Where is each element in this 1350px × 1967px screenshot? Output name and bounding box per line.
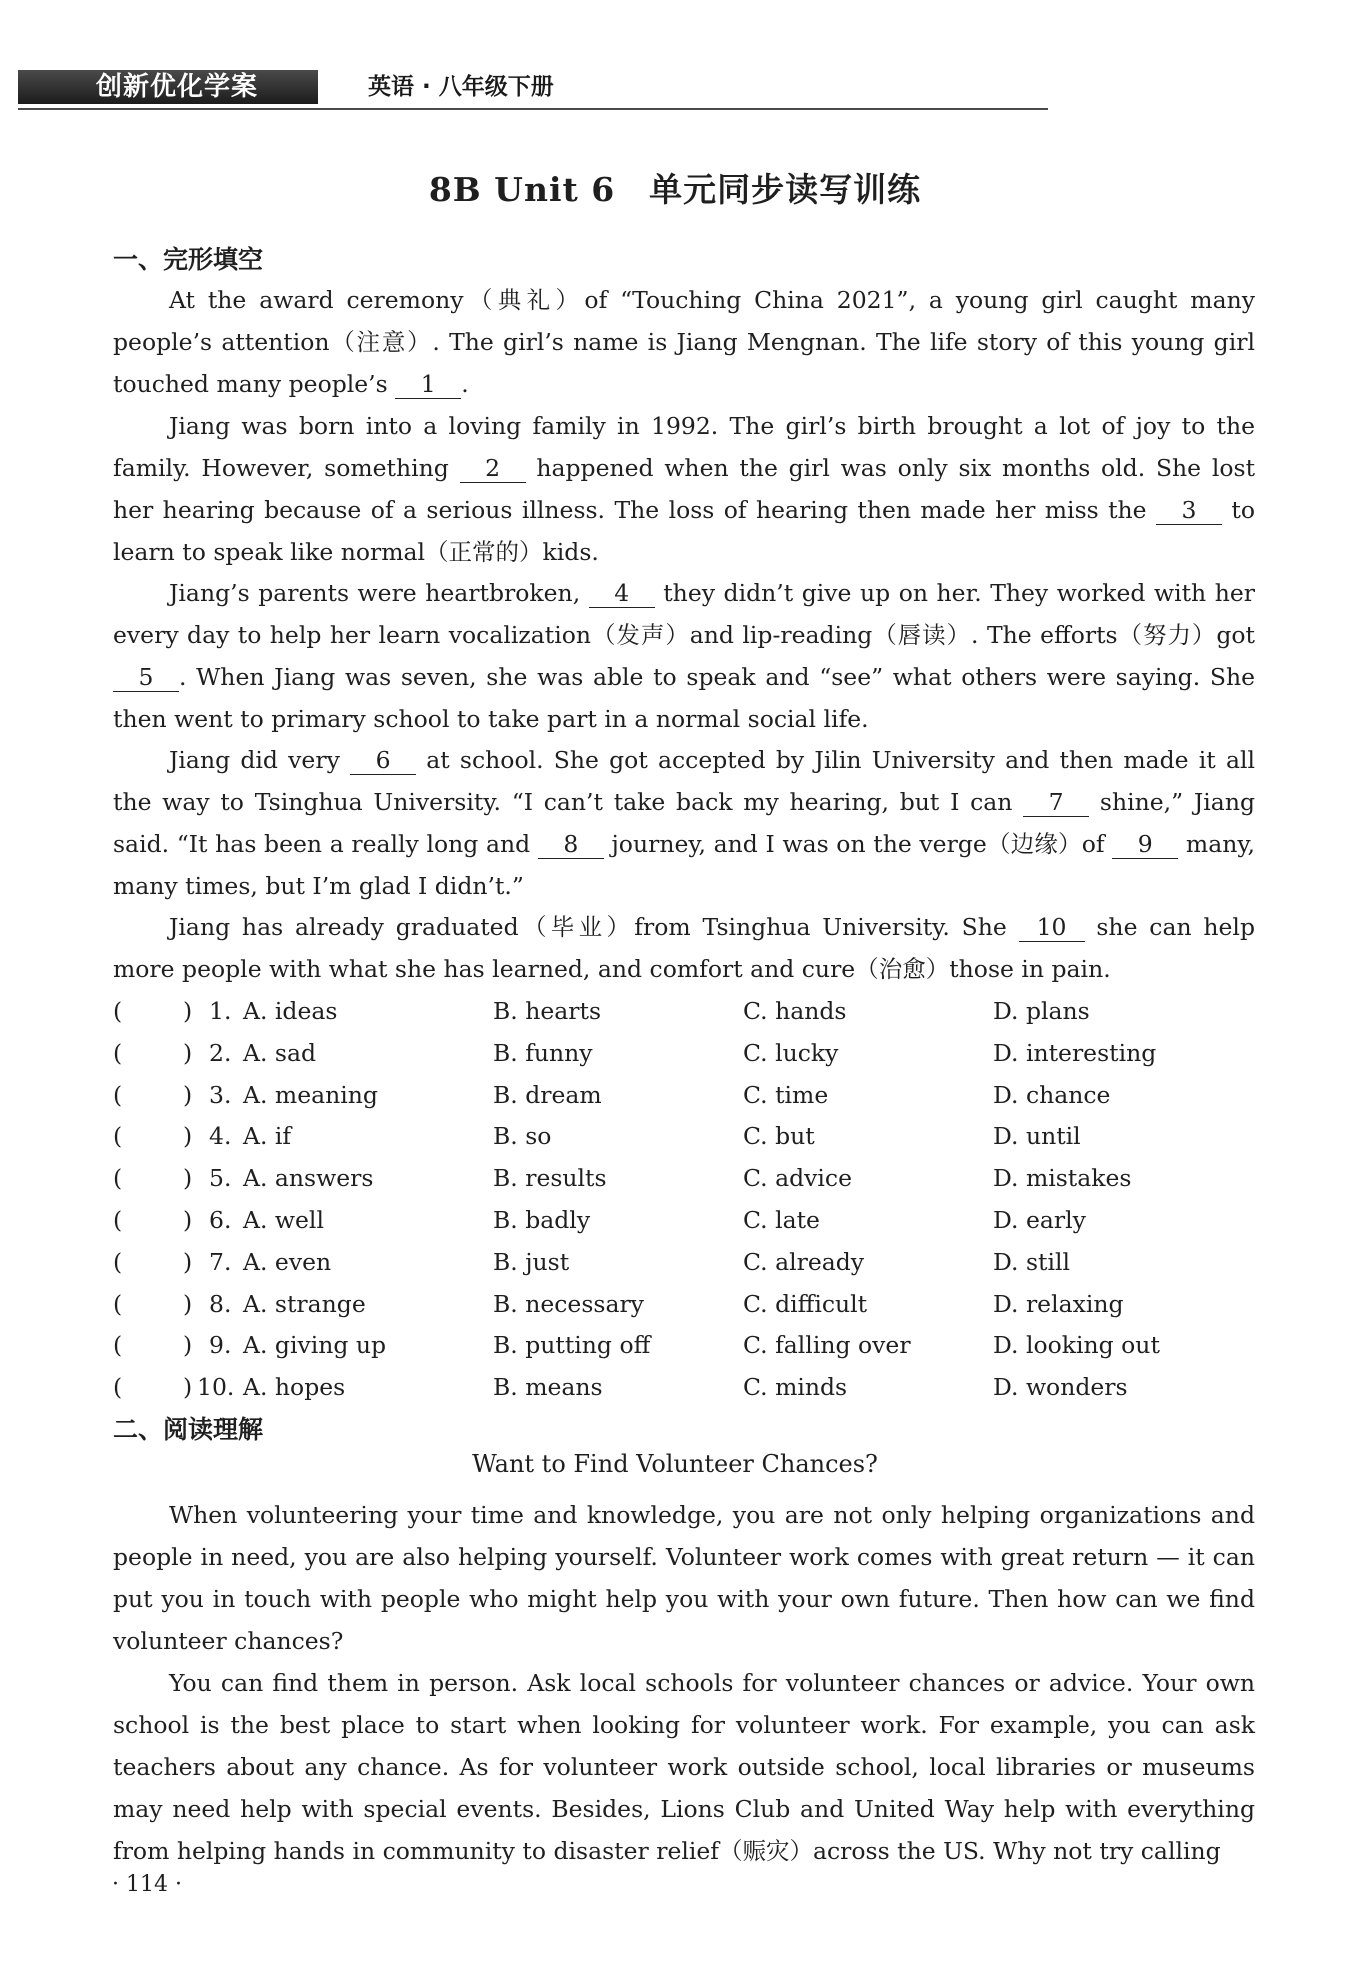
answer-paren-open[interactable]: (	[113, 997, 123, 1025]
subject-label: 英语 · 八年级下册	[368, 74, 554, 100]
option-row	[113, 1157, 1255, 1199]
cloze-options	[113, 990, 1255, 1408]
option-d[interactable]: D. mistakes	[993, 1164, 1132, 1193]
option-a[interactable]: A. well	[243, 1205, 324, 1234]
answer-paren-open[interactable]: (	[113, 1080, 123, 1109]
answer-paren-open[interactable]: (	[113, 1331, 123, 1360]
reading-paragraph-1: When volunteering your time and knowledge, you are not only helping organizations and people in need, you are also helping yourself. Volunteer work comes with great return — it can put you in touch with people who might help you with your own future. Then how can we find volunteer chances?	[113, 1501, 1255, 1655]
option-a[interactable]: A. if	[243, 1122, 292, 1151]
option-b[interactable]: B. dream	[493, 1080, 602, 1109]
answer-paren-open[interactable]: (	[113, 1122, 123, 1151]
blank-4[interactable]: 4	[589, 579, 655, 608]
option-b[interactable]: B. putting off	[493, 1331, 651, 1360]
answer-paren-close: )	[183, 1164, 193, 1193]
cloze-paragraph-2: Jiang was born into a loving family in 1992. The girl’s birth brought a lot of joy to the family. However, something 2 happened when the girl was only six months old. She lost her hearing because of a serious illness. The loss of hearing then made her miss the 3 to learn to speak like normal（正常的）kids.	[113, 412, 1256, 566]
answer-paren-close: )	[183, 997, 193, 1025]
passage-title: Want to Find Volunteer Chances?	[472, 1450, 878, 1478]
option-d[interactable]: D. relaxing	[993, 1289, 1124, 1318]
brand-logo: 创新优化学案	[18, 70, 318, 104]
option-b[interactable]: B. hearts	[493, 997, 601, 1025]
option-d[interactable]: D. wonders	[993, 1373, 1128, 1402]
question-number: 2.	[209, 1038, 232, 1067]
cloze-paragraph-5: Jiang has already graduated（毕业）from Tsinghua University. She 10 she can help more people with what she has learned, and comfort and cure（治愈）those in pain.	[113, 913, 1255, 983]
option-c[interactable]: C. but	[743, 1122, 815, 1151]
option-b[interactable]: B. so	[493, 1122, 552, 1151]
option-b[interactable]: B. necessary	[493, 1289, 644, 1318]
option-a[interactable]: A. answers	[243, 1164, 374, 1193]
option-b[interactable]: B. badly	[493, 1205, 591, 1234]
option-b[interactable]: B. results	[493, 1164, 607, 1193]
blank-9[interactable]: 9	[1112, 830, 1178, 859]
option-row	[113, 1074, 1255, 1116]
section-heading-reading: 二、阅读理解	[113, 1415, 264, 1444]
answer-paren-close: )	[183, 1373, 193, 1402]
answer-paren-open[interactable]: (	[113, 1038, 123, 1067]
answer-paren-open[interactable]: (	[113, 1289, 123, 1318]
option-d[interactable]: D. early	[993, 1205, 1086, 1234]
option-b[interactable]: B. funny	[493, 1038, 593, 1067]
option-a[interactable]: A. sad	[243, 1038, 317, 1067]
option-c[interactable]: C. difficult	[743, 1289, 868, 1318]
cloze-paragraph-3: Jiang’s parents were heartbroken, 4 they didn’t give up on her. They worked with her every day to help her learn vocalization（发声）and lip-reading（唇读）. The efforts（努力）got 5 . When Jiang was seven, she was able to speak and “see” what others were saying. She then went to primary school to take part in a normal social life.	[113, 579, 1255, 733]
blank-3[interactable]: 3	[1156, 496, 1222, 525]
question-number: 3.	[209, 1080, 232, 1109]
blank-7[interactable]: 7	[1023, 788, 1089, 817]
option-d[interactable]: D. plans	[993, 997, 1090, 1025]
option-row	[113, 1032, 1255, 1074]
answer-paren-close: )	[183, 1080, 193, 1109]
answer-paren-close: )	[183, 1289, 193, 1318]
blank-1[interactable]: 1	[395, 370, 461, 399]
option-c[interactable]: C. already	[743, 1247, 865, 1276]
question-number: 5.	[209, 1164, 232, 1193]
answer-paren-close: )	[183, 1205, 193, 1234]
option-a[interactable]: A. hopes	[243, 1373, 346, 1402]
option-d[interactable]: D. until	[993, 1122, 1081, 1151]
option-row	[113, 990, 1255, 1032]
page-number: · 114 ·	[112, 1872, 182, 1897]
answer-paren-close: )	[183, 1038, 193, 1067]
option-c[interactable]: C. time	[743, 1080, 829, 1109]
option-row	[113, 1366, 1255, 1408]
option-row	[113, 1115, 1255, 1157]
option-b[interactable]: B. just	[493, 1247, 570, 1276]
answer-paren-open[interactable]: (	[113, 1205, 123, 1234]
option-row	[113, 1241, 1255, 1283]
blank-2[interactable]: 2	[460, 454, 526, 483]
cloze-paragraph-4: Jiang did very 6 at school. She got accepted by Jilin University and then made it all the way to Tsinghua University. “I can’t take back my hearing, but I can 7 shine,” Jiang said. “It has been a really long and 8 journey, and I was on the verge（边缘）of 9 many, many times, but I’m glad I didn’t.”	[113, 746, 1255, 900]
option-c[interactable]: C. hands	[743, 997, 847, 1025]
blank-5[interactable]: 5	[113, 663, 179, 692]
question-number: 1.	[209, 997, 232, 1025]
option-row	[113, 1324, 1255, 1366]
option-a[interactable]: A. even	[243, 1247, 332, 1276]
page-title: 8B Unit 6 单元同步读写训练	[428, 170, 922, 209]
option-a[interactable]: A. strange	[243, 1289, 366, 1318]
blank-8[interactable]: 8	[538, 830, 604, 859]
page-header	[18, 70, 1048, 110]
option-d[interactable]: D. chance	[993, 1080, 1111, 1109]
cloze-paragraph-1: At the award ceremony（典礼）of “Touching China 2021”, a young girl caught many people’s attention（注意）. The girl’s name is Jiang Mengnan. The life story of this young girl touched many people’s 1 .	[113, 286, 1255, 398]
header-rule	[18, 108, 1048, 110]
option-b[interactable]: B. means	[493, 1373, 603, 1402]
answer-paren-open[interactable]: (	[113, 1164, 123, 1193]
option-d[interactable]: D. still	[993, 1247, 1070, 1276]
section-heading-cloze: 一、完形填空	[113, 245, 264, 274]
option-c[interactable]: C. minds	[743, 1373, 848, 1402]
reading-paragraph-2: You can find them in person. Ask local schools for volunteer chances or advice. Your own school is the best place to start when looking for volunteer work. For example, you can ask teachers about any chance. As for volunteer work outside school, local libraries or museums may need help with special events. Besides, Lions Club and United Way help with everything from helping hands in community to disaster relief（赈灾）across the US. Why not try calling	[113, 1669, 1255, 1865]
option-row	[113, 1283, 1255, 1325]
question-number: 4.	[209, 1122, 232, 1151]
answer-paren-close: )	[183, 1247, 193, 1276]
question-number: 9.	[209, 1331, 232, 1360]
question-number: 6.	[209, 1205, 232, 1234]
option-d[interactable]: D. looking out	[993, 1331, 1160, 1360]
option-c[interactable]: C. falling over	[743, 1331, 911, 1360]
question-number: 7.	[209, 1247, 232, 1276]
answer-paren-close: )	[183, 1331, 193, 1360]
option-c[interactable]: C. late	[743, 1205, 820, 1234]
option-row	[113, 1199, 1255, 1241]
option-c[interactable]: C. lucky	[743, 1038, 839, 1067]
blank-6[interactable]: 6	[350, 746, 416, 775]
option-a[interactable]: A. ideas	[243, 997, 338, 1025]
option-d[interactable]: D. interesting	[993, 1038, 1157, 1067]
option-c[interactable]: C. advice	[743, 1164, 852, 1193]
question-number: 8.	[209, 1289, 232, 1318]
answer-paren-open[interactable]: (	[113, 1373, 123, 1402]
answer-paren-close: )	[183, 1122, 193, 1151]
question-number: 10.	[197, 1373, 235, 1402]
answer-paren-open[interactable]: (	[113, 1247, 123, 1276]
option-a[interactable]: A. meaning	[243, 1080, 378, 1109]
option-a[interactable]: A. giving up	[243, 1331, 387, 1360]
blank-10[interactable]: 10	[1019, 913, 1085, 942]
